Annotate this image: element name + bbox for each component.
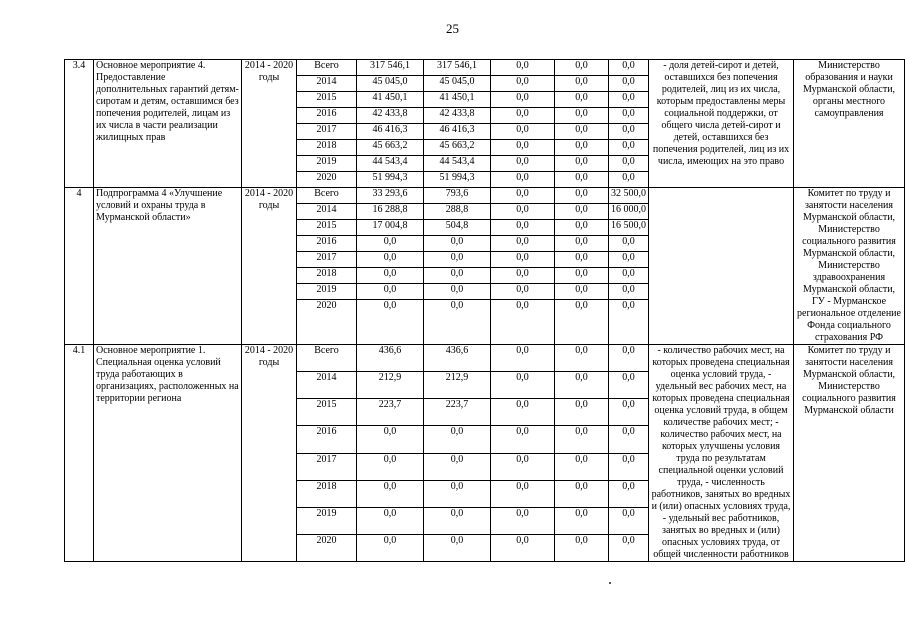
local-budget-value: 0,0 xyxy=(555,236,609,252)
local-budget-value: 0,0 xyxy=(555,268,609,284)
local-budget-value: 0,0 xyxy=(555,172,609,188)
total-value: 0,0 xyxy=(357,534,424,561)
indicators-cell: - количество рабочих мест, на которых проведена специальная оценка условий труда, - удельный вес рабочих мест, на которых проведена специальная оценка условий труда, в общем количестве рабочих мест; - количество рабочих мест, на которых улучшены условия труда по результатам специальной оценки условий труда, - численность работников, занятых во вредных и (или) опасных условиях труда, - удельный вес работников, занятых во вредных и (или) опасных условиях труда, от общей численности работников xyxy=(649,345,794,562)
year-cell: 2016 xyxy=(297,108,357,124)
total-value: 51 994,3 xyxy=(357,172,424,188)
federal-budget-value: 0,0 xyxy=(491,204,555,220)
total-value: 317 546,1 xyxy=(357,60,424,76)
item-number: 3.4 xyxy=(65,60,94,188)
federal-budget-value: 0,0 xyxy=(491,252,555,268)
other-sources-value: 32 500,0 xyxy=(609,188,649,204)
regional-budget-value: 46 416,3 xyxy=(424,124,491,140)
local-budget-value: 0,0 xyxy=(555,252,609,268)
year-cell: 2014 xyxy=(297,76,357,92)
item-number: 4.1 xyxy=(65,345,94,562)
page-number: 25 xyxy=(446,21,459,36)
other-sources-value: 0,0 xyxy=(609,507,649,534)
executors-cell: Министерство образования и науки Мурманской области, органы местного самоуправления xyxy=(794,60,905,188)
local-budget-value: 0,0 xyxy=(555,204,609,220)
regional-budget-value: 45 045,0 xyxy=(424,76,491,92)
federal-budget-value: 0,0 xyxy=(491,236,555,252)
other-sources-value: 0,0 xyxy=(609,92,649,108)
total-value: 0,0 xyxy=(357,426,424,453)
total-value: 212,9 xyxy=(357,372,424,399)
other-sources-value: 0,0 xyxy=(609,372,649,399)
regional-budget-value: 0,0 xyxy=(424,252,491,268)
regional-budget-value: 0,0 xyxy=(424,507,491,534)
other-sources-value: 0,0 xyxy=(609,426,649,453)
scan-speck xyxy=(609,582,611,584)
year-cell: 2020 xyxy=(297,172,357,188)
federal-budget-value: 0,0 xyxy=(491,268,555,284)
total-value: 46 416,3 xyxy=(357,124,424,140)
executors-cell: Комитет по труду и занятости населения Мурманской области, Министерство социального развития Мурманской области, Министерство здравоохранения Мурманской области, ГУ - Мурманское региональное отделение Фонда социального страхования РФ xyxy=(794,188,905,345)
year-cell: 2019 xyxy=(297,284,357,300)
federal-budget-value: 0,0 xyxy=(491,108,555,124)
local-budget-value: 0,0 xyxy=(555,92,609,108)
regional-budget-value: 45 663,2 xyxy=(424,140,491,156)
year-cell: 2015 xyxy=(297,92,357,108)
regional-budget-value: 0,0 xyxy=(424,300,491,345)
regional-budget-value: 0,0 xyxy=(424,453,491,480)
federal-budget-value: 0,0 xyxy=(491,480,555,507)
federal-budget-value: 0,0 xyxy=(491,399,555,426)
other-sources-value: 0,0 xyxy=(609,453,649,480)
other-sources-value: 0,0 xyxy=(609,172,649,188)
total-value: 0,0 xyxy=(357,236,424,252)
other-sources-value: 0,0 xyxy=(609,60,649,76)
year-cell: 2017 xyxy=(297,124,357,140)
local-budget-value: 0,0 xyxy=(555,426,609,453)
regional-budget-value: 223,7 xyxy=(424,399,491,426)
other-sources-value: 0,0 xyxy=(609,345,649,372)
federal-budget-value: 0,0 xyxy=(491,76,555,92)
year-cell: 2020 xyxy=(297,300,357,345)
local-budget-value: 0,0 xyxy=(555,140,609,156)
federal-budget-value: 0,0 xyxy=(491,140,555,156)
total-value: 0,0 xyxy=(357,507,424,534)
table-row xyxy=(65,188,905,204)
executors-cell: Комитет по труду и занятости населения Мурманской области, Министерство социального развития Мурманской области xyxy=(794,345,905,562)
local-budget-value: 0,0 xyxy=(555,156,609,172)
federal-budget-value: 0,0 xyxy=(491,534,555,561)
other-sources-value: 0,0 xyxy=(609,236,649,252)
local-budget-value: 0,0 xyxy=(555,124,609,140)
year-cell: Всего xyxy=(297,60,357,76)
federal-budget-value: 0,0 xyxy=(491,426,555,453)
local-budget-value: 0,0 xyxy=(555,108,609,124)
year-cell: 2016 xyxy=(297,426,357,453)
item-name: Подпрограмма 4 «Улучшение условий и охраны труда в Мурманской области» xyxy=(94,188,242,345)
year-cell: 2020 xyxy=(297,534,357,561)
regional-budget-value: 44 543,4 xyxy=(424,156,491,172)
table-row xyxy=(65,345,905,372)
item-name: Основное мероприятие 1. Специальная оценка условий труда работающих в организациях, расположенных на территории региона xyxy=(94,345,242,562)
local-budget-value: 0,0 xyxy=(555,534,609,561)
total-value: 0,0 xyxy=(357,284,424,300)
regional-budget-value: 0,0 xyxy=(424,426,491,453)
total-value: 0,0 xyxy=(357,453,424,480)
local-budget-value: 0,0 xyxy=(555,300,609,345)
local-budget-value: 0,0 xyxy=(555,372,609,399)
federal-budget-value: 0,0 xyxy=(491,60,555,76)
total-value: 223,7 xyxy=(357,399,424,426)
local-budget-value: 0,0 xyxy=(555,507,609,534)
regional-budget-value: 436,6 xyxy=(424,345,491,372)
total-value: 44 543,4 xyxy=(357,156,424,172)
local-budget-value: 0,0 xyxy=(555,480,609,507)
item-period: 2014 - 2020 годы xyxy=(242,60,297,188)
total-value: 0,0 xyxy=(357,300,424,345)
table-body xyxy=(65,60,905,562)
local-budget-value: 0,0 xyxy=(555,76,609,92)
local-budget-value: 0,0 xyxy=(555,399,609,426)
total-value: 436,6 xyxy=(357,345,424,372)
regional-budget-value: 793,6 xyxy=(424,188,491,204)
other-sources-value: 0,0 xyxy=(609,534,649,561)
regional-budget-value: 504,8 xyxy=(424,220,491,236)
other-sources-value: 0,0 xyxy=(609,268,649,284)
year-cell: 2019 xyxy=(297,507,357,534)
regional-budget-value: 42 433,8 xyxy=(424,108,491,124)
year-cell: 2014 xyxy=(297,372,357,399)
other-sources-value: 0,0 xyxy=(609,284,649,300)
federal-budget-value: 0,0 xyxy=(491,300,555,345)
other-sources-value: 0,0 xyxy=(609,140,649,156)
other-sources-value: 16 500,0 xyxy=(609,220,649,236)
other-sources-value: 16 000,0 xyxy=(609,204,649,220)
year-cell: 2018 xyxy=(297,140,357,156)
year-cell: 2015 xyxy=(297,220,357,236)
regional-budget-value: 0,0 xyxy=(424,480,491,507)
total-value: 45 045,0 xyxy=(357,76,424,92)
regional-budget-value: 51 994,3 xyxy=(424,172,491,188)
local-budget-value: 0,0 xyxy=(555,188,609,204)
total-value: 17 004,8 xyxy=(357,220,424,236)
year-cell: 2017 xyxy=(297,252,357,268)
other-sources-value: 0,0 xyxy=(609,480,649,507)
total-value: 16 288,8 xyxy=(357,204,424,220)
year-cell: 2017 xyxy=(297,453,357,480)
year-cell: 2015 xyxy=(297,399,357,426)
other-sources-value: 0,0 xyxy=(609,124,649,140)
year-cell: Всего xyxy=(297,188,357,204)
total-value: 0,0 xyxy=(357,268,424,284)
year-cell: Всего xyxy=(297,345,357,372)
other-sources-value: 0,0 xyxy=(609,76,649,92)
total-value: 0,0 xyxy=(357,480,424,507)
item-period: 2014 - 2020 годы xyxy=(242,345,297,562)
regional-budget-value: 41 450,1 xyxy=(424,92,491,108)
year-cell: 2018 xyxy=(297,480,357,507)
item-name: Основное мероприятие 4. Предоставление дополнительных гарантий детям-сиротам и детям, оставшимся без попечения родителей, лицам из их числа в части реализации жилищных прав xyxy=(94,60,242,188)
federal-budget-value: 0,0 xyxy=(491,92,555,108)
federal-budget-value: 0,0 xyxy=(491,507,555,534)
local-budget-value: 0,0 xyxy=(555,453,609,480)
federal-budget-value: 0,0 xyxy=(491,124,555,140)
indicators-cell xyxy=(649,188,794,345)
regional-budget-value: 0,0 xyxy=(424,534,491,561)
program-table xyxy=(64,59,905,562)
federal-budget-value: 0,0 xyxy=(491,284,555,300)
federal-budget-value: 0,0 xyxy=(491,453,555,480)
federal-budget-value: 0,0 xyxy=(491,156,555,172)
other-sources-value: 0,0 xyxy=(609,108,649,124)
year-cell: 2019 xyxy=(297,156,357,172)
year-cell: 2016 xyxy=(297,236,357,252)
total-value: 41 450,1 xyxy=(357,92,424,108)
other-sources-value: 0,0 xyxy=(609,399,649,426)
regional-budget-value: 0,0 xyxy=(424,268,491,284)
total-value: 42 433,8 xyxy=(357,108,424,124)
item-number: 4 xyxy=(65,188,94,345)
total-value: 0,0 xyxy=(357,252,424,268)
local-budget-value: 0,0 xyxy=(555,345,609,372)
table-row xyxy=(65,60,905,76)
regional-budget-value: 212,9 xyxy=(424,372,491,399)
other-sources-value: 0,0 xyxy=(609,156,649,172)
year-cell: 2014 xyxy=(297,204,357,220)
local-budget-value: 0,0 xyxy=(555,220,609,236)
total-value: 45 663,2 xyxy=(357,140,424,156)
regional-budget-value: 317 546,1 xyxy=(424,60,491,76)
other-sources-value: 0,0 xyxy=(609,252,649,268)
federal-budget-value: 0,0 xyxy=(491,220,555,236)
federal-budget-value: 0,0 xyxy=(491,188,555,204)
regional-budget-value: 288,8 xyxy=(424,204,491,220)
item-period: 2014 - 2020 годы xyxy=(242,188,297,345)
federal-budget-value: 0,0 xyxy=(491,172,555,188)
local-budget-value: 0,0 xyxy=(555,284,609,300)
federal-budget-value: 0,0 xyxy=(491,372,555,399)
regional-budget-value: 0,0 xyxy=(424,284,491,300)
indicators-cell: - доля детей-сирот и детей, оставшихся без попечения родителей, лиц из их числа, которым предоставлены меры социальной поддержки, от общего числа детей-сирот и детей, оставшихся без попечения родителей, лиц из их числа, имеющих на это право xyxy=(649,60,794,188)
federal-budget-value: 0,0 xyxy=(491,345,555,372)
other-sources-value: 0,0 xyxy=(609,300,649,345)
total-value: 33 293,6 xyxy=(357,188,424,204)
regional-budget-value: 0,0 xyxy=(424,236,491,252)
year-cell: 2018 xyxy=(297,268,357,284)
local-budget-value: 0,0 xyxy=(555,60,609,76)
